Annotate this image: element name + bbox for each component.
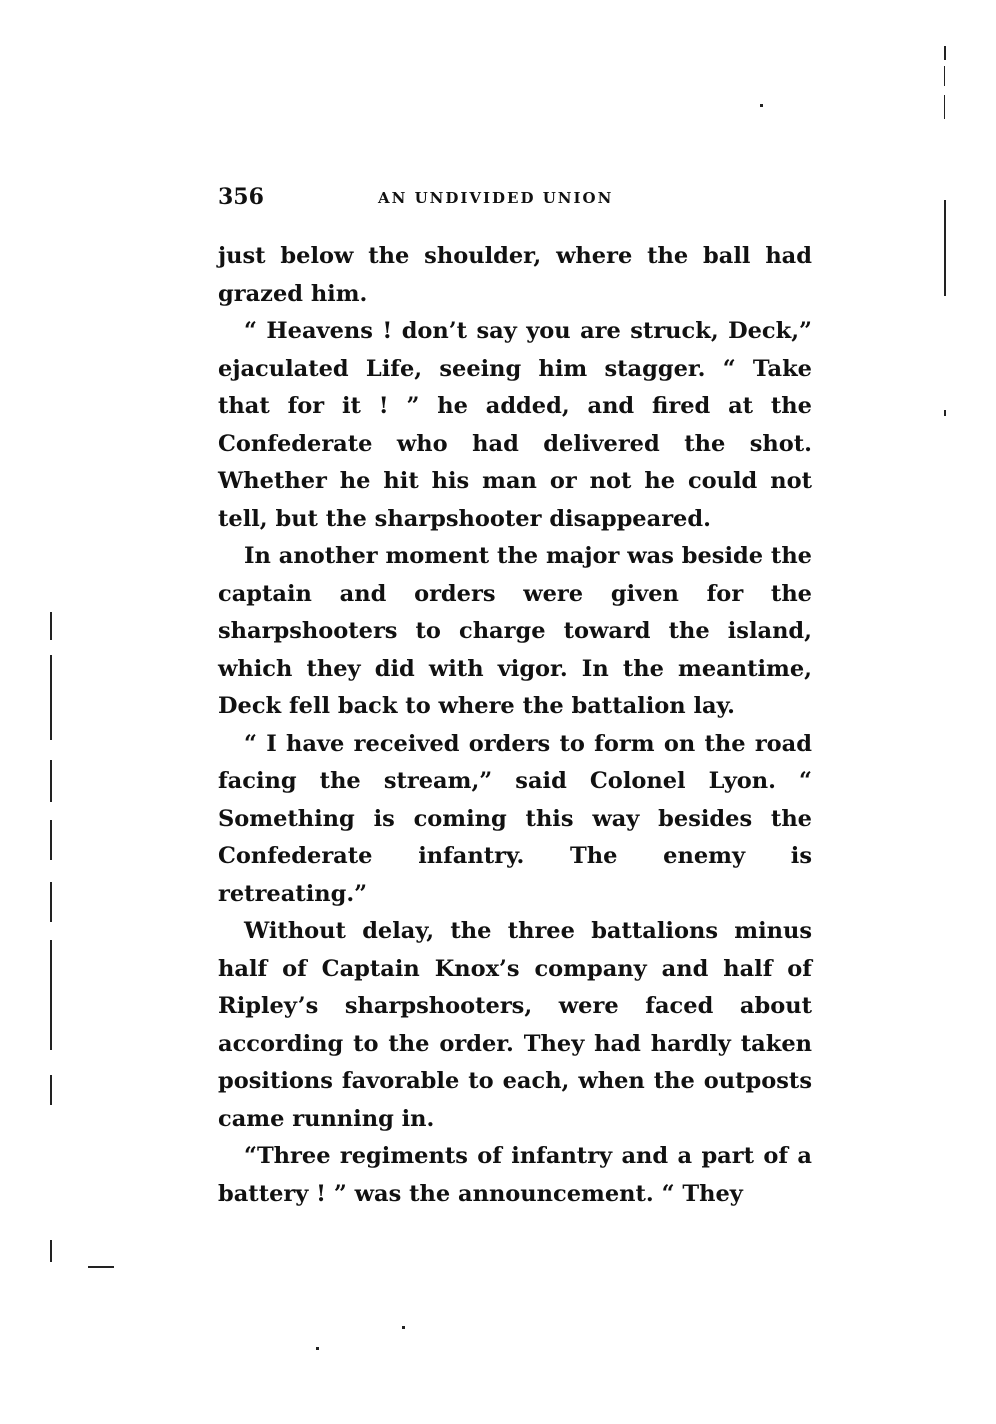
paragraph: “ Heavens ! don’t say you are struck, Deck,” ejaculated Life, seeing him stagger. “ Take that for it ! ” he added, and fired at the Confederate who had delivered the shot. Whether he hit his man or not he could not tell, but the sharpshooter disappeared. [218,318,812,532]
paragraph: “Three regiments of infantry and a part of a battery ! ” was the announcement. “ They [218,1143,812,1207]
scan-artifact [944,46,946,60]
paragraph: In another moment the major was beside the captain and orders were given for the sharpshooters to charge toward the island, which they did with vigor. In the meantime, Deck fell back to where the battalion lay. [218,543,812,719]
scan-artifact [944,95,945,119]
scan-artifact [50,1075,52,1105]
scan-artifact [50,940,52,1050]
scan-artifact [944,410,946,416]
scan-artifact [50,655,52,740]
scan-artifact [50,882,52,922]
running-title: AN UNDIVIDED UNION [378,189,614,207]
body-text [218,238,812,1213]
page-header [218,184,818,214]
paragraph-continuation: just below the shoulder, where the ball had grazed him. [218,243,812,307]
scan-artifact [88,1266,114,1268]
scan-artifact [316,1347,319,1350]
scan-artifact [760,104,763,107]
paragraph: Without delay, the three battalions minus half of Captain Knox’s company and half of Ripley’s sharpshooters, were faced about according to the order. They had hardly taken positions favorable to each, when the outposts came running in. [218,918,812,1132]
scan-artifact [944,200,946,296]
paragraph: “ I have received orders to form on the road facing the stream,” said Colonel Lyon. “ Something is coming this way besides the Confederate infantry. The enemy is retreating.” [218,730,812,907]
scan-artifact [402,1326,405,1329]
scan-artifact [50,820,52,860]
scan-artifact [50,612,52,640]
scan-artifact [50,760,52,802]
scan-artifact [50,1240,52,1262]
scan-artifact [944,66,945,86]
page-number: 356 [218,184,264,210]
